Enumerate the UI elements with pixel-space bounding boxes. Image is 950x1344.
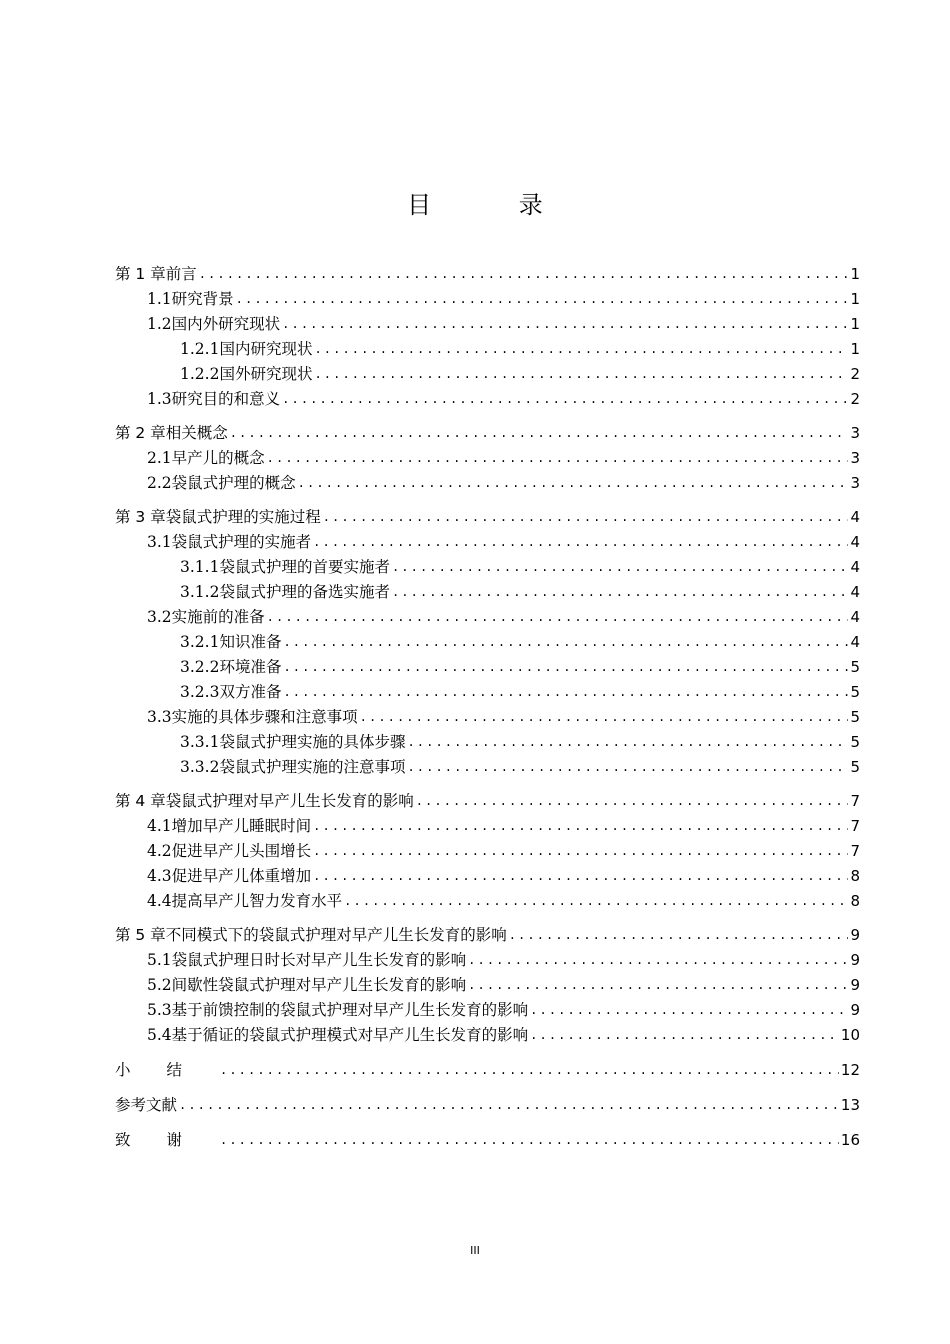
toc-entry-1-2-1[interactable] [115, 337, 860, 362]
toc-number: 4.4 [147, 892, 172, 910]
toc-entry-1-3[interactable] [115, 387, 860, 412]
dot-leader [282, 387, 848, 412]
toc-number: 3.1 [147, 533, 172, 551]
dot-leader [392, 555, 848, 580]
toc-page-number: 4 [850, 533, 860, 551]
toc-label: 袋鼠式护理的备选实施者 [219, 583, 390, 601]
toc-entry-acknowledgements[interactable] [115, 1128, 860, 1153]
toc-label: 间歇性袋鼠式护理对早产儿生长发育的影响 [171, 976, 467, 994]
dot-leader [283, 680, 848, 705]
toc-page-number: 1 [850, 290, 860, 308]
toc-label: 早产儿的概念 [171, 449, 265, 467]
dot-leader [530, 1023, 839, 1048]
toc-entry-1-2[interactable] [115, 312, 860, 337]
toc-entry-summary[interactable] [115, 1058, 860, 1083]
toc-entry-3-3[interactable] [115, 705, 860, 730]
toc-number: 第 1 章 [115, 265, 166, 283]
dot-leader [509, 923, 848, 948]
toc-number: 3.3.2 [180, 758, 220, 776]
toc-page-number: 2 [850, 390, 860, 408]
dot-leader [416, 789, 848, 814]
toc-label: 基于前馈控制的袋鼠式护理对早产儿生长发育的影响 [171, 1001, 529, 1019]
toc-number: 2.1 [147, 449, 172, 467]
toc-label: 参考文献 [115, 1096, 178, 1114]
dot-leader [313, 839, 848, 864]
dot-leader [407, 755, 848, 780]
toc-page-number: 1 [850, 315, 860, 333]
toc-page-number: 12 [840, 1061, 860, 1079]
toc-number: 1.2 [147, 315, 172, 333]
toc-page-number: 9 [850, 976, 860, 994]
toc-number: 第 3 章 [115, 508, 166, 526]
toc-page-number: 4 [850, 608, 860, 626]
toc-entry-references[interactable] [115, 1093, 860, 1118]
toc-page-number: 4 [850, 633, 860, 651]
toc-entry-chapter-1[interactable] [115, 262, 860, 287]
toc-entry-3-1[interactable] [115, 530, 860, 555]
toc-page-number: 13 [840, 1096, 860, 1114]
toc-label: 研究背景 [171, 290, 234, 308]
toc-page-number: 9 [850, 926, 860, 944]
dot-leader [468, 973, 848, 998]
toc-number: 4.2 [147, 842, 172, 860]
toc-label: 袋鼠式护理日时长对早产儿生长发育的影响 [171, 951, 467, 969]
toc-page-number: 16 [840, 1131, 860, 1149]
toc-entry-4-1[interactable] [115, 814, 860, 839]
toc-number: 3.1.2 [180, 583, 220, 601]
toc-page-number: 5 [850, 683, 860, 701]
toc-entry-1-2-2[interactable] [115, 362, 860, 387]
toc-page-number: 5 [850, 658, 860, 676]
toc-number: 1.2.2 [180, 365, 220, 383]
toc-entry-chapter-4[interactable] [115, 789, 860, 814]
toc-number: 3.2.2 [180, 658, 220, 676]
dot-leader [283, 630, 848, 655]
toc-page-number: 4 [850, 583, 860, 601]
dot-leader [323, 505, 848, 530]
toc-label: 致谢 [115, 1131, 219, 1149]
toc-entry-2-2[interactable] [115, 471, 860, 496]
toc-page-number: 8 [850, 867, 860, 885]
toc-entry-4-2[interactable] [115, 839, 860, 864]
toc-page-number: 1 [850, 340, 860, 358]
table-of-contents [115, 262, 860, 1153]
toc-page-number: 5 [850, 758, 860, 776]
toc-number: 1.3 [147, 390, 172, 408]
toc-entry-4-3[interactable] [115, 864, 860, 889]
dot-leader [283, 655, 848, 680]
dot-leader [344, 889, 848, 914]
dot-leader [314, 337, 848, 362]
page-footer-number: III [470, 1244, 480, 1257]
toc-page-number: 5 [850, 708, 860, 726]
toc-label: 实施的具体步骤和注意事项 [171, 708, 358, 726]
toc-page-number: 1 [850, 265, 860, 283]
dot-leader [267, 446, 848, 471]
toc-number: 5.2 [147, 976, 172, 994]
toc-label: 袋鼠式护理的实施过程 [165, 508, 321, 526]
toc-page-number: 7 [850, 842, 860, 860]
toc-number: 3.3 [147, 708, 172, 726]
toc-label: 袋鼠式护理的实施者 [171, 533, 312, 551]
dot-leader [360, 705, 848, 730]
toc-page-number: 7 [850, 792, 860, 810]
toc-page-number: 4 [850, 508, 860, 526]
toc-label: 前言 [165, 265, 197, 283]
toc-entry-3-2[interactable] [115, 605, 860, 630]
toc-number: 1.1 [147, 290, 172, 308]
toc-page-number: 9 [850, 951, 860, 969]
toc-page-number: 3 [850, 424, 860, 442]
toc-page-number: 4 [850, 558, 860, 576]
toc-entry-5-2[interactable] [115, 973, 860, 998]
toc-page-number: 2 [850, 365, 860, 383]
toc-label: 国外研究现状 [219, 365, 313, 383]
dot-leader [313, 814, 848, 839]
toc-number: 3.2 [147, 608, 172, 626]
toc-label: 实施前的准备 [171, 608, 265, 626]
toc-entry-2-1[interactable] [115, 446, 860, 471]
toc-number: 第 2 章 [115, 424, 166, 442]
toc-entry-4-4[interactable] [115, 889, 860, 914]
dot-leader [392, 580, 848, 605]
toc-number: 1.2.1 [180, 340, 220, 358]
dot-leader [407, 730, 848, 755]
toc-label: 促进早产儿头围增长 [171, 842, 312, 860]
toc-number: 2.2 [147, 474, 172, 492]
dot-leader [313, 864, 848, 889]
toc-entry-3-3-1[interactable] [115, 730, 860, 755]
toc-label: 袋鼠式护理实施的具体步骤 [219, 733, 406, 751]
toc-label: 国内外研究现状 [171, 315, 281, 333]
page-title: 目 录 [407, 191, 583, 219]
toc-label: 增加早产儿睡眠时间 [171, 817, 312, 835]
toc-label: 袋鼠式护理实施的注意事项 [219, 758, 406, 776]
toc-label: 基于循证的袋鼠式护理模式对早产儿生长发育的影响 [171, 1026, 529, 1044]
toc-label: 小结 [115, 1061, 219, 1079]
dot-leader [313, 530, 848, 555]
toc-page-number: 7 [850, 817, 860, 835]
toc-label: 国内研究现状 [219, 340, 313, 358]
toc-page-number: 8 [850, 892, 860, 910]
toc-number: 5.1 [147, 951, 172, 969]
toc-entry-3-1-2[interactable] [115, 580, 860, 605]
toc-entry-3-1-1[interactable] [115, 555, 860, 580]
toc-number: 3.1.1 [180, 558, 220, 576]
toc-label: 促进早产儿体重增加 [171, 867, 312, 885]
toc-entry-3-2-1[interactable] [115, 630, 860, 655]
toc-label: 研究目的和意义 [171, 390, 281, 408]
toc-entry-3-3-2[interactable] [115, 755, 860, 780]
toc-label: 知识准备 [219, 633, 282, 651]
toc-label: 袋鼠式护理对早产儿生长发育的影响 [165, 792, 414, 810]
toc-page-number: 3 [850, 449, 860, 467]
toc-label: 双方准备 [219, 683, 282, 701]
toc-page-number: 10 [840, 1026, 860, 1044]
toc-entry-3-2-2[interactable] [115, 655, 860, 680]
toc-label: 相关概念 [165, 424, 228, 442]
dot-leader [282, 312, 848, 337]
dot-leader [530, 998, 848, 1023]
dot-leader [220, 1058, 839, 1083]
dot-leader [298, 471, 848, 496]
toc-number: 3.3.1 [180, 733, 220, 751]
toc-label: 袋鼠式护理的首要实施者 [219, 558, 390, 576]
dot-leader [236, 287, 848, 312]
toc-number: 3.2.3 [180, 683, 220, 701]
toc-entry-3-2-3[interactable] [115, 680, 860, 705]
toc-entry-5-4[interactable] [115, 1023, 860, 1048]
toc-label: 提高早产儿智力发育水平 [171, 892, 343, 910]
toc-entry-1-1[interactable] [115, 287, 860, 312]
toc-page-number: 5 [850, 733, 860, 751]
dot-leader [267, 605, 848, 630]
toc-page-number: 3 [850, 474, 860, 492]
toc-entry-5-1[interactable] [115, 948, 860, 973]
toc-label: 环境准备 [219, 658, 282, 676]
toc-number: 4.1 [147, 817, 172, 835]
toc-entry-chapter-5[interactable] [115, 923, 860, 948]
toc-number: 第 4 章 [115, 792, 166, 810]
dot-leader [199, 262, 848, 287]
dot-leader [220, 1128, 839, 1153]
dot-leader [468, 948, 848, 973]
toc-page-number: 9 [850, 1001, 860, 1019]
toc-entry-chapter-3[interactable] [115, 505, 860, 530]
dot-leader [179, 1093, 839, 1118]
toc-entry-chapter-2[interactable] [115, 421, 860, 446]
toc-label: 不同模式下的袋鼠式护理对早产儿生长发育的影响 [165, 926, 507, 944]
dot-leader [314, 362, 848, 387]
toc-number: 5.4 [147, 1026, 172, 1044]
toc-entry-5-3[interactable] [115, 998, 860, 1023]
toc-label: 袋鼠式护理的概念 [171, 474, 296, 492]
dot-leader [230, 421, 848, 446]
toc-number: 5.3 [147, 1001, 172, 1019]
toc-number: 第 5 章 [115, 926, 166, 944]
toc-number: 3.2.1 [180, 633, 220, 651]
toc-number: 4.3 [147, 867, 172, 885]
